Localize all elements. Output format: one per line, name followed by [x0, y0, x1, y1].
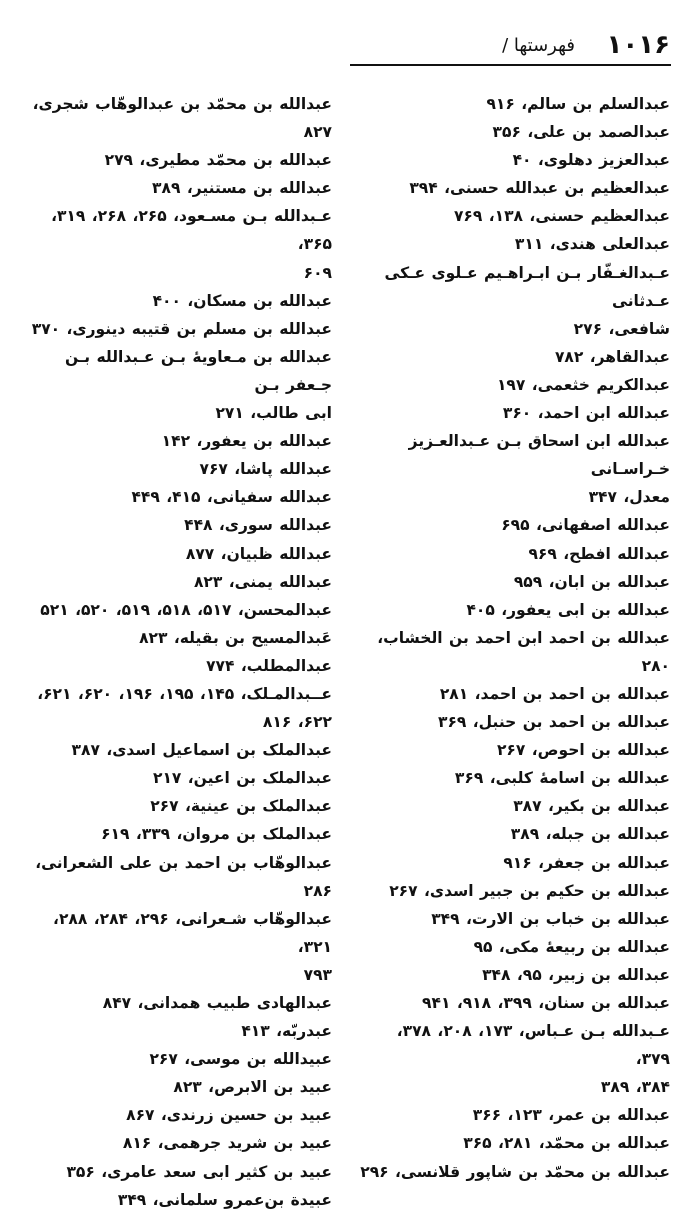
index-entry-text: عبیدالله بن موسی، ۲۶۷	[149, 1050, 332, 1069]
index-entry	[20, 287, 332, 315]
index-entry-text: عبدالعظیم حسنی، ۱۳۸، ۷۶۹	[453, 207, 670, 226]
index-entry-text: عـبدالله بـن عـباس، ۱۷۳، ۲۰۸، ۳۷۸، ۳۷۹،	[396, 1022, 670, 1069]
index-entry-text: عبیدة بن‌عمرو سلمانی، ۳۴۹	[117, 1190, 332, 1209]
index-entry-text: عبدالله افطح، ۹۶۹	[528, 544, 670, 563]
index-entry-text: عبدالله بن جبله، ۳۸۹	[510, 825, 670, 844]
index-entry-text: عبدالله پاشا، ۷۶۷	[199, 460, 332, 479]
index-entry	[358, 624, 670, 680]
index-entry-text: عبدالله سوری، ۴۴۸	[184, 516, 332, 535]
index-entry	[20, 989, 332, 1017]
index-entry	[358, 764, 670, 792]
index-entry	[20, 1158, 332, 1186]
index-entry-text: عبدالملک بن اسماعیل اسدی، ۳۸۷	[71, 741, 332, 760]
index-entry-text: عبدالله ابن احمد، ۳۶۰	[502, 404, 670, 423]
index-entry-text: عبدالعزیز دهلوی، ۴۰	[512, 151, 670, 170]
index-entry-text: عبدالملک بن عینیة، ۲۶۷	[150, 797, 332, 816]
index-entry	[20, 905, 332, 989]
index-entry-text: عبدالله بن احمد بن احمد، ۲۸۱	[439, 684, 670, 703]
index-entry	[20, 483, 332, 511]
index-column-right	[358, 90, 670, 1186]
page-header	[350, 30, 670, 62]
running-title: فهرستها /	[502, 35, 575, 56]
index-entry	[20, 652, 332, 680]
index-entry-text: عبدالله بن بکیر، ۳۸۷	[513, 797, 670, 816]
index-entry	[20, 202, 332, 286]
index-entry	[20, 820, 332, 848]
index-entry	[20, 540, 332, 568]
index-entry	[20, 764, 332, 792]
index-entry-text: عبدالوهّاب شـعرانی، ۲۹۶، ۲۸۴، ۲۸۸، ۳۲۱،	[53, 909, 332, 956]
index-entry-text: عبید بن کثیر ابی سعد عامری، ۳۵۶	[66, 1162, 332, 1181]
index-entry	[20, 1129, 332, 1157]
index-entry	[358, 736, 670, 764]
index-entry-text: عبدالله بن جعفر، ۹۱۶	[503, 853, 670, 872]
index-entry	[20, 1017, 332, 1045]
index-entry-text: عبدالله بن ابی یعفور، ۴۰۵	[466, 600, 670, 619]
index-entry-text: عبدالصمد بن علی، ۳۵۶	[492, 123, 670, 142]
index-entry-text: عبدالله یمنی، ۸۲۳	[193, 572, 332, 591]
index-entry-continuation: ۶۰۹	[303, 263, 332, 282]
index-entry-text: عبدالوهّاب بن احمد بن علی الشعرانی، ۲۸۶	[35, 853, 332, 900]
index-entry	[20, 427, 332, 455]
header-rule	[350, 64, 671, 66]
index-entry	[358, 989, 670, 1017]
index-entry-text: عبدالله بن احوص، ۲۶۷	[496, 741, 670, 760]
index-entry	[20, 343, 332, 427]
page-number: ۱۰۱۶	[606, 30, 670, 60]
index-entry	[20, 455, 332, 483]
index-entry	[358, 708, 670, 736]
index-entry	[358, 343, 670, 371]
index-entry	[358, 259, 670, 343]
index-entry-text: عبدالله بن عمر، ۱۲۳، ۳۶۶	[472, 1106, 670, 1125]
index-entry-text: عبدالله ظبیان، ۸۷۷	[185, 544, 332, 563]
index-entry	[20, 736, 332, 764]
index-entry-text: عبدالله بن یعفور، ۱۴۲	[161, 432, 332, 451]
index-entry	[358, 905, 670, 933]
index-entry-text: عـبدالله بـن مسـعود، ۲۶۵، ۲۶۸، ۳۱۹، ۳۶۵،	[51, 207, 332, 254]
index-entry-text: عبید بن الابرص، ۸۲۳	[173, 1078, 332, 1097]
index-entry	[358, 1129, 670, 1157]
index-entry-text: عبدالله اصفهانی، ۶۹۵	[501, 516, 670, 535]
index-entry	[20, 1101, 332, 1129]
index-entry-text: عبدالسلم بن سالم، ۹۱۶	[486, 95, 670, 113]
index-entry-text: عبدالله بن مسکان، ۴۰۰	[152, 291, 332, 310]
index-entry-text: عَبدالمسیح بن بقیله، ۸۲۳	[139, 628, 332, 647]
index-entry-text: عبدالله ابن اسحاق بـن عـبدالعـزیز خـراسـانی	[408, 432, 670, 479]
index-entry	[20, 680, 332, 736]
index-entry-text: عبدالله بن حکیم بن جبیر اسدی، ۲۶۷	[389, 881, 670, 900]
index-entry-text: عبدالله بن ربیعهٔ مکی، ۹۵	[473, 937, 670, 956]
index-entry	[358, 820, 670, 848]
index-entry-text: عــبدالمـلک، ۱۴۵، ۱۹۵، ۱۹۶، ۶۲۰، ۶۲۱،	[37, 684, 332, 703]
index-entry	[358, 933, 670, 961]
index-entry	[358, 568, 670, 596]
index-entry-text: عبدالمطلب، ۷۷۴	[206, 656, 332, 675]
index-entry-text: عبدالعلی هندی، ۳۱۱	[514, 235, 670, 254]
index-entry	[20, 174, 332, 202]
index-entry-text: عبدالله بن محمّد، ۲۸۱، ۳۶۵	[463, 1134, 670, 1153]
index-entry-text: عبدالله بن احمد ابن احمد بن الخشاب، ۲۸۰	[377, 628, 670, 675]
index-entry	[20, 1045, 332, 1073]
index-entry-text: عبدالمحسن، ۵۱۷، ۵۱۸، ۵۱۹، ۵۲۰، ۵۲۱	[40, 600, 332, 619]
index-entry-text: عبدالله بن زبیر، ۹۵، ۳۴۸	[482, 965, 670, 984]
index-entry-text: عبدالله سفیانی، ۴۱۵، ۴۴۹	[131, 488, 332, 507]
index-entry	[358, 90, 670, 118]
index-entry	[20, 596, 332, 624]
index-entry	[20, 146, 332, 174]
index-entry	[20, 1186, 332, 1214]
index-entry-text: عبدالملک بن اعین، ۲۱۷	[152, 769, 332, 788]
index-entry	[20, 1073, 332, 1101]
index-entry-continuation: ابی طالب، ۲۷۱	[215, 404, 332, 423]
index-entry	[358, 1101, 670, 1129]
index-entry	[358, 680, 670, 708]
index-entry	[358, 849, 670, 877]
index-entry-text: عبید بن حسین زرندی، ۸۶۷	[126, 1106, 332, 1125]
index-entry-continuation: ۳۸۴، ۳۸۹	[600, 1078, 670, 1097]
index-entry	[358, 511, 670, 539]
index-entry	[20, 315, 332, 343]
index-column-left	[20, 90, 332, 1214]
index-entry	[358, 230, 670, 258]
index-entry	[358, 877, 670, 905]
index-entry-continuation: ۷۹۳	[303, 965, 332, 984]
index-entry	[358, 1158, 670, 1186]
index-entry	[20, 792, 332, 820]
index-entry-continuation: معدل، ۳۴۷	[588, 488, 670, 507]
index-entry-text: عبدالله بن سنان، ۳۹۹، ۹۱۸، ۹۴۱	[422, 994, 670, 1012]
index-entry	[20, 624, 332, 652]
index-entry-text: عبدالله بن اسامهٔ کلبی، ۳۶۹	[454, 769, 670, 788]
index-entry-text: عبدربّه، ۴۱۳	[241, 1022, 332, 1041]
index-entry	[358, 118, 670, 146]
index-entry-text: عبدالله بن محمّد بن عبدالوهّاب شجری، ۸۲۷	[32, 95, 332, 142]
index-entry	[358, 792, 670, 820]
index-entry	[358, 596, 670, 624]
index-entry-continuation: شافعی، ۲۷۶	[573, 319, 670, 338]
index-entry-text: عبدالله بن محمّد مطیری، ۲۷۹	[104, 151, 332, 170]
index-entry-continuation: ۶۲۲، ۸۱۶	[262, 713, 332, 732]
index-entry	[20, 568, 332, 596]
index-entry-text: عبدالله بن مـعاویهٔ بـن عـبدالله بـن جـعفر بـن	[65, 347, 332, 394]
index-entry	[358, 202, 670, 230]
index-entry	[20, 90, 332, 146]
index-entry	[20, 849, 332, 905]
index-entry	[358, 540, 670, 568]
index-entry	[358, 146, 670, 174]
index-entry-text: عبدالقاهر، ۷۸۲	[554, 347, 670, 366]
index-entry	[358, 399, 670, 427]
index-entry-text: عبدالله بن خباب بن الارت، ۳۴۹	[431, 909, 670, 928]
index-entry	[358, 371, 670, 399]
index-entry-text: عبدالله بن احمد بن حنبل، ۳۶۹	[437, 713, 670, 732]
index-entry	[358, 174, 670, 202]
index-entry-text: عبدالله بن مستنیر، ۳۸۹	[152, 179, 332, 198]
index-entry-text: عبدالکریم خثعمی، ۱۹۷	[496, 375, 670, 394]
index-entry-text: عبدالله بن محمّد بن شاپور قلانسی، ۲۹۶	[360, 1162, 670, 1181]
index-entry-text: عبدالعظیم بن عبدالله حسنی، ۳۹۴	[409, 179, 670, 198]
index-entry	[358, 427, 670, 511]
index-entry-text: عبدالملک بن مروان، ۳۳۹، ۶۱۹	[101, 825, 332, 844]
index-entry-text: عبدالله بن مسلم بن قتیبه دینوری، ۳۷۰	[31, 319, 332, 338]
index-entry-text: عبدالله بن ابان، ۹۵۹	[513, 572, 670, 591]
index-entry	[358, 961, 670, 989]
index-entry	[358, 1017, 670, 1101]
index-entry-text: عبدالهادی طبیب همدانی، ۸۴۷	[102, 994, 332, 1012]
index-entry-text: عـبدالغـفّار بـن ابـراهـیم عـلوی عـکی عـدثانی	[384, 263, 670, 310]
index-entry	[20, 511, 332, 539]
index-entry-text: عبید بن شرید جرهمی، ۸۱۶	[122, 1134, 332, 1153]
